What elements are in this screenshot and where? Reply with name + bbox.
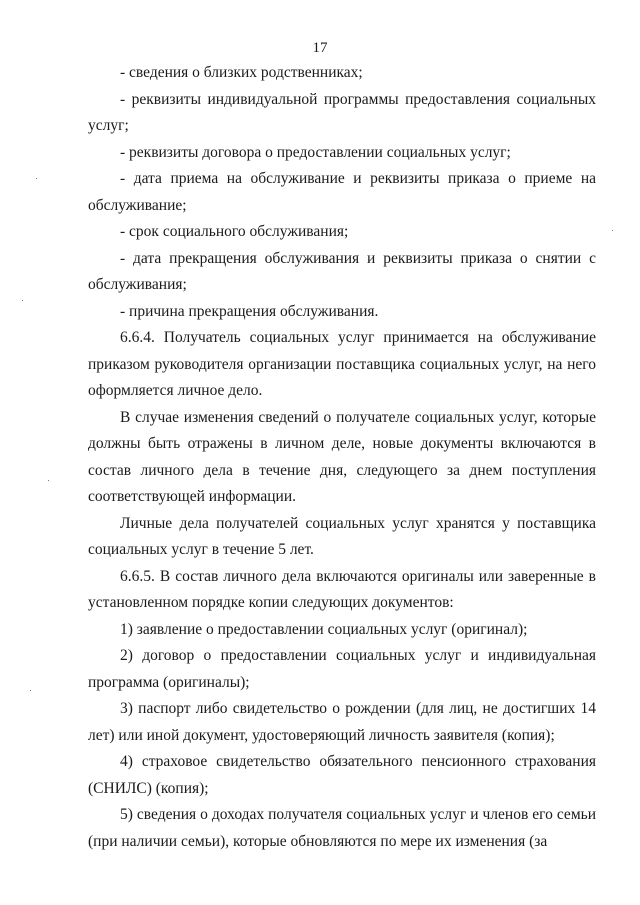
scan-speck — [48, 480, 49, 481]
list-item-snils: 4) страховое свидетельство обязательного пенсионного страхования (СНИЛС) (копия); — [88, 753, 596, 797]
scan-speck — [36, 178, 37, 179]
list-item-passport: 3) паспорт либо свидетельство о рождении (для лиц, не достигших 14 лет) или иной документ, удостоверяющий личность заявителя (копия); — [88, 700, 596, 744]
paragraph-relatives: - сведения о близких родственниках; — [120, 64, 363, 81]
paragraph-6-6-4: 6.6.4. Получатель социальных услуг принимается на обслуживание приказом руководителя организации поставщика социальных услуг, на него оформляется личное дело. — [88, 329, 596, 399]
document-body — [88, 60, 596, 855]
paragraph-service-term: - срок социального обслуживания; — [120, 223, 349, 240]
paragraph-storage-term: Личные дела получателей социальных услуг хранятся у поставщика социальных услуг в течение 5 лет. — [88, 514, 596, 558]
paragraph-admission-date: - дата приема на обслуживание и реквизиты приказа о приеме на обслуживание; — [88, 170, 596, 214]
list-item-application: 1) заявление о предоставлении социальных услуг (оригинал); — [120, 620, 528, 638]
paragraph-info-changes: В случае изменения сведений о получателе социальных услуг, которые должны быть отражены в личном деле, новые документы включаются в состав личного дела в течение дня, следующего за днем поступления соответствующей информации. — [88, 408, 596, 505]
scan-speck — [612, 230, 613, 231]
scan-speck — [22, 300, 23, 301]
paragraph-termination-date: - дата прекращения обслуживания и реквизиты приказа о снятии с обслуживания; — [88, 249, 596, 293]
list-item-contract: 2) договор о предоставлении социальных услуг и индивидуальная программа (оригиналы); — [88, 647, 596, 691]
paragraph-individual-program: - реквизиты индивидуальной программы предоставления социальных услуг; — [88, 90, 596, 134]
paragraph-6-6-5: 6.6.5. В состав личного дела включаются оригиналы или заверенные в установленном порядке копии следующих документов: — [88, 567, 596, 611]
paragraph-termination-reason: - причина прекращения обслуживания. — [120, 302, 379, 320]
page-number: 17 — [312, 40, 328, 56]
scan-speck — [30, 690, 31, 691]
paragraph-contract-details: - реквизиты договора о предоставлении социальных услуг; — [120, 143, 511, 161]
list-item-income: 5) сведения о доходах получателя социальных услуг и членов его семьи (при наличии семьи), которые обновляются по мере их изменения (за — [88, 806, 596, 850]
